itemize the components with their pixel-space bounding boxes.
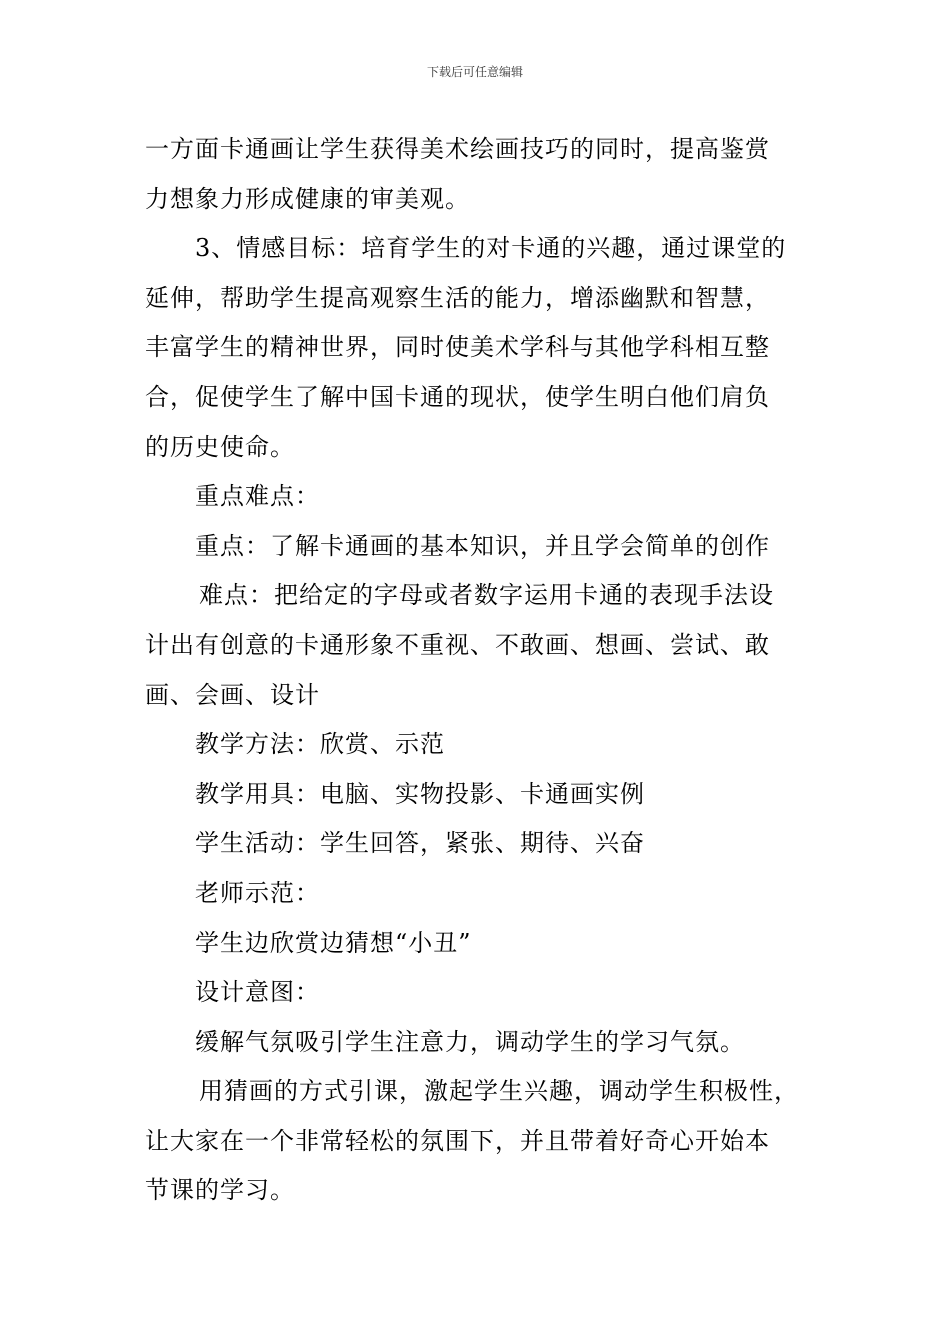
text-line: 一方面卡通画让学生获得美术绘画技巧的同时，提高鉴赏: [145, 135, 770, 163]
text-line: 画、会画、设计: [145, 680, 320, 709]
document-body: [145, 125, 815, 1216]
text-line: 的历史使命。: [145, 432, 295, 461]
section-heading: 重点难点：: [195, 482, 320, 511]
text-line: 教学方法：欣赏、示范: [195, 730, 445, 759]
text-line: 学生边欣赏边猜想“小丑”: [195, 928, 472, 957]
text-line: 学生活动：学生回答，紧张、期待、兴奋: [195, 829, 645, 858]
text-line: 节课的学习。: [145, 1176, 295, 1205]
text-line: 合，促使学生了解中国卡通的现状，使学生明白他们肩负: [145, 382, 770, 411]
page-header: 下载后可任意编辑: [426, 65, 523, 79]
text-line: 重点：了解卡通画的基本知识，并且学会简单的创作: [195, 531, 770, 560]
text-line: 延伸，帮助学生提高观察生活的能力，增添幽默和智慧，: [145, 283, 770, 312]
text-line: 丰富学生的精神世界，同时使美术学科与其他学科相互整: [145, 333, 770, 362]
text-line: 难点：把给定的字母或者数字运用卡通的表现手法设: [199, 581, 774, 610]
section-heading: 老师示范：: [195, 878, 320, 907]
text-line: 3、情感目标：培育学生的对卡通的兴趣，通过课堂的: [195, 234, 787, 263]
text-line: 计出有创意的卡通形象不重视、不敢画、想画、尝试、敢: [145, 630, 770, 659]
text-line: 用猜画的方式引课，激起学生兴趣，调动学生积极性，: [199, 1077, 799, 1106]
section-heading: 设计意图：: [195, 978, 320, 1007]
text-line: 教学用具：电脑、实物投影、卡通画实例: [195, 779, 645, 808]
text-line: 力想象力形成健康的审美观。: [145, 184, 470, 213]
text-line: 缓解气氛吸引学生注意力，调动学生的学习气氛。: [195, 1027, 745, 1056]
text-line: 让大家在一个非常轻松的氛围下，并且带着好奇心开始本: [145, 1126, 770, 1155]
